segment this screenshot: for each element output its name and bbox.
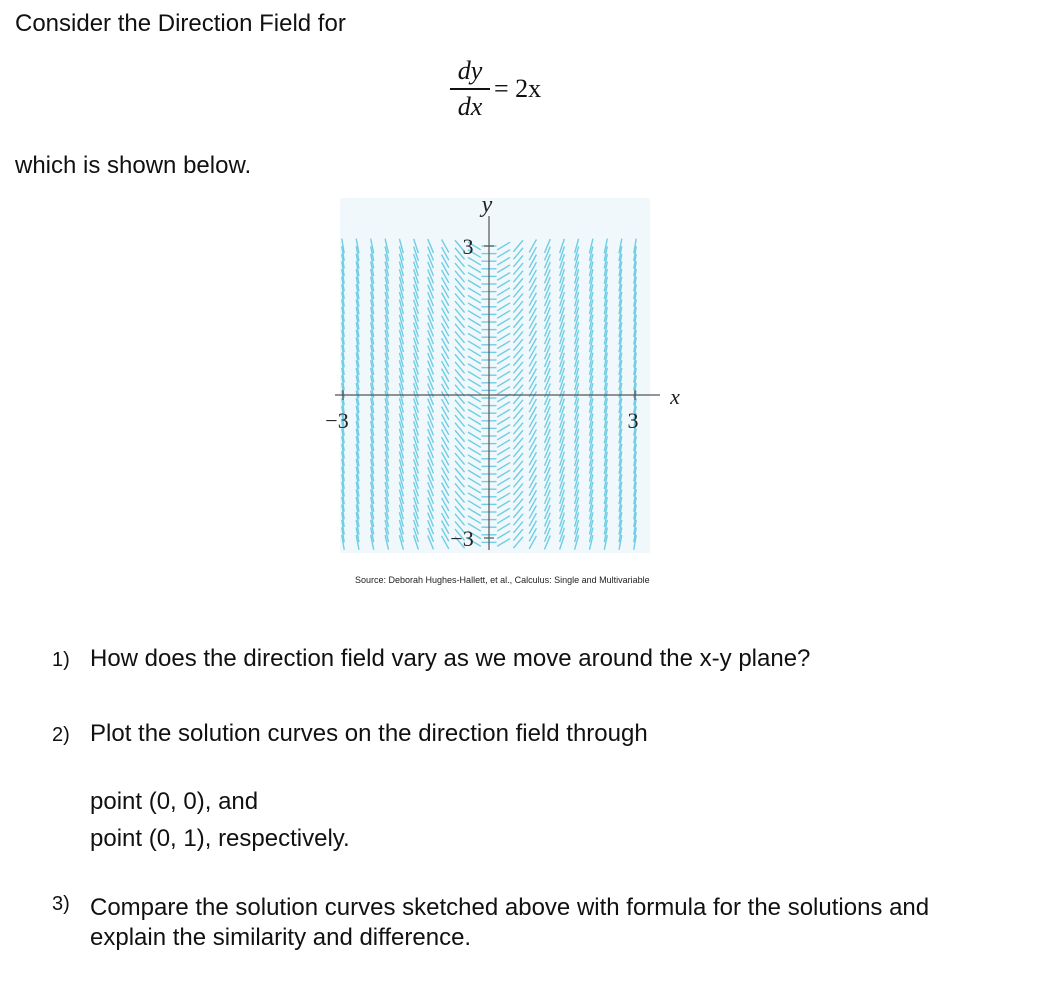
direction-field-figure bbox=[315, 188, 695, 558]
equation-numerator: dy bbox=[457, 56, 483, 85]
question-1 bbox=[52, 645, 810, 673]
question-1-text: How does the direction field vary as we move around the x-y plane? bbox=[90, 645, 811, 672]
y-tick-label-neg: −3 bbox=[450, 526, 474, 551]
y-tick-label-pos: 3 bbox=[462, 234, 474, 259]
question-3-number: 3) bbox=[52, 893, 70, 915]
after-text: which is shown below. bbox=[15, 152, 252, 179]
x-axis-label: x bbox=[670, 384, 680, 409]
derivative-fraction bbox=[450, 56, 490, 122]
question-2-number: 2) bbox=[52, 724, 70, 746]
question-3-text: Compare the solution curves sketched above with formula for the solutions and explain the similarity and difference. bbox=[90, 894, 930, 951]
equation-denominator: dx bbox=[457, 92, 483, 121]
question-1-number: 1) bbox=[52, 649, 70, 671]
figure-source: Source: Deborah Hughes-Hallett, et al., Calculus: Single and Multivariable bbox=[355, 575, 650, 585]
x-tick-label-neg: −3 bbox=[325, 408, 349, 433]
differential-equation bbox=[450, 56, 590, 136]
y-axis-label: y bbox=[481, 192, 493, 218]
question-3 bbox=[52, 893, 1012, 953]
point-item: point (0, 0), and bbox=[90, 788, 259, 815]
x-tick-label-pos: 3 bbox=[627, 408, 639, 433]
equation-rhs: = 2x bbox=[494, 74, 542, 103]
question-2 bbox=[52, 720, 648, 748]
fraction-bar bbox=[450, 88, 490, 90]
intro-text: Consider the Direction Field for bbox=[15, 10, 346, 37]
question-2-text: Plot the solution curves on the direction field through bbox=[90, 720, 648, 747]
direction-field-svg bbox=[315, 188, 695, 558]
point-item: point (0, 1), respectively. bbox=[90, 825, 350, 852]
